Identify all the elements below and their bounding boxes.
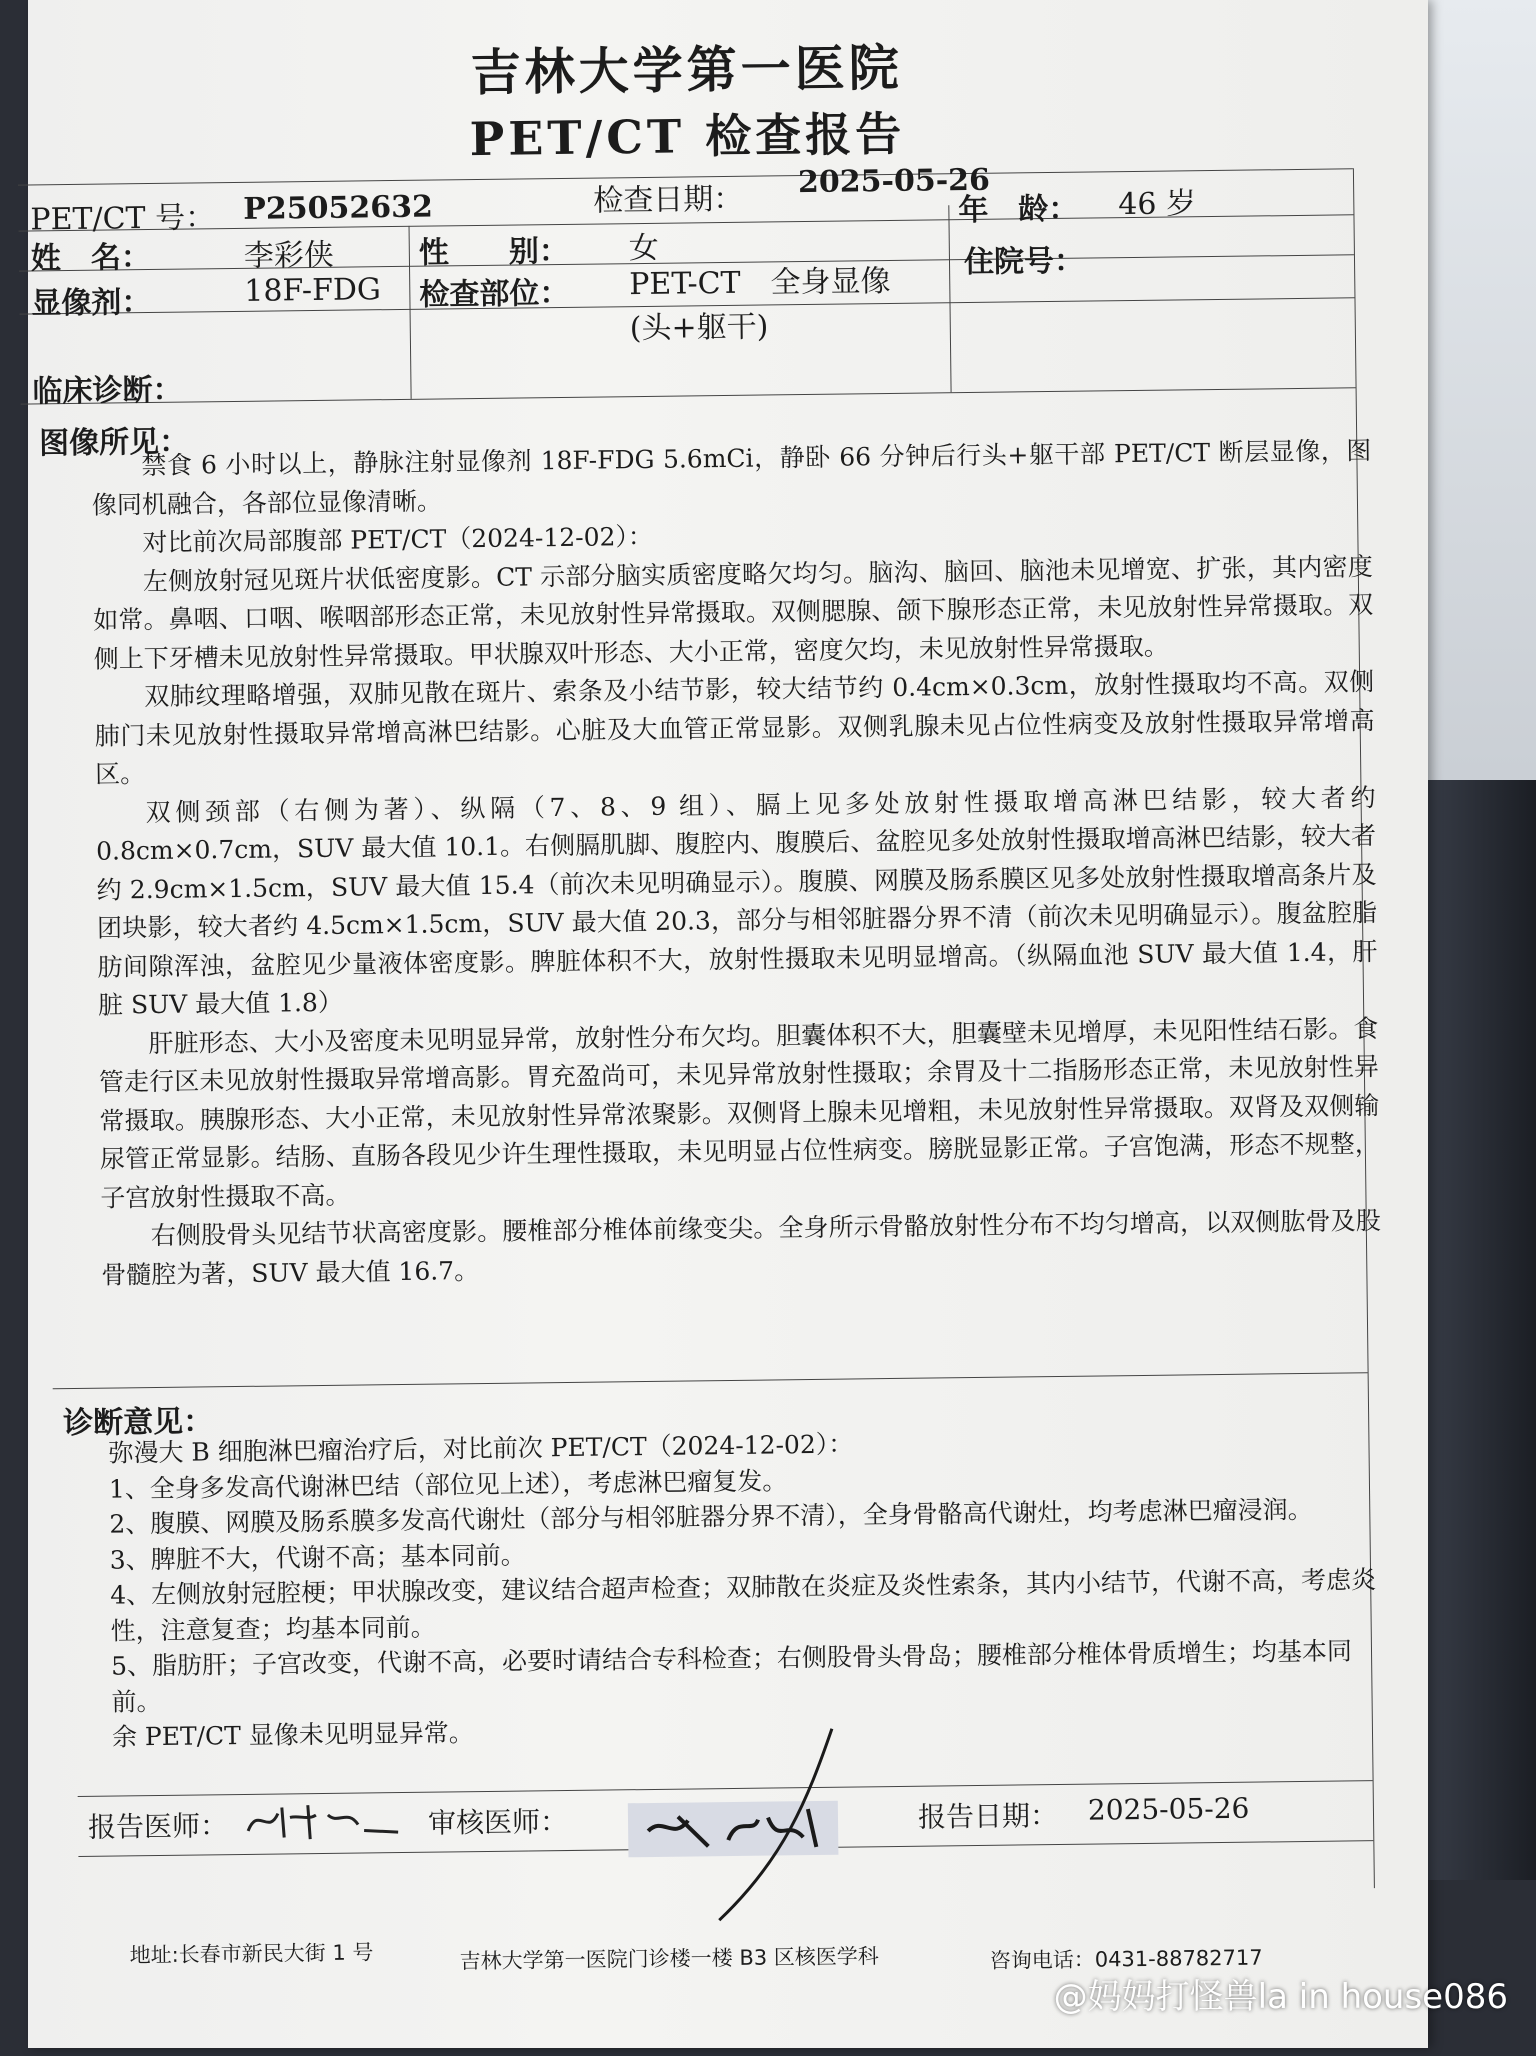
section-divider: [53, 1372, 1368, 1389]
diagnosis-line: 4、左侧放射冠腔梗；甲状腺改变，建议结合超声检查；双肺散在炎症及炎性索条，其内小结节，代谢不高，考虑炎性，注意复查；均基本同前。: [110, 1565, 1377, 1646]
findings-label: 图像所见：: [38, 424, 190, 462]
footer-department: 吉林大学第一医院门诊楼一楼 B3 区核医学科: [459, 1944, 879, 1974]
grid-line: [409, 226, 412, 399]
diagnosis-line: 1、全身多发高代谢淋巴结（部位见上述），考虑淋巴瘤复发。: [108, 1465, 788, 1504]
reporter-label: 报告医师：: [87, 1809, 229, 1844]
part-line2: (头+躯干): [629, 309, 769, 347]
diagnosis-body: [108, 1420, 1402, 1755]
findings-para: 肝脏形态、大小及密度未见明显异常，放射性分布欠均。胆囊体积不大，胆囊壁未见增厚，未见阳性结石影。食管走行区未见放射性摄取异常增高影。胃充盈尚可，未见异常放射性摄取；余胃及十二指肠形态正常，未见放射性异常摄取。胰腺形态、大小正常，未见放射性异常浓聚影。双侧肾上腺未见增粗，未见放射性异常摄取。双肾及双侧输尿管正常显影。结肠、直肠各段见少许生理性摄取，未见明显占位性病变。膀胱显影正常。子宫饱满，形态不规整，子宫放射性摄取不高。: [98, 1013, 1380, 1213]
diagnosis-line: 弥漫大 B 细胞淋巴瘤治疗后，对比前次 PET/CT（2024-12-02）：: [108, 1429, 854, 1468]
sex-label: 性 别：: [418, 233, 570, 271]
agent-label: 显像剂：: [31, 284, 152, 322]
findings-body: [91, 432, 1381, 1295]
findings-para: 右侧股骨头见结节状高密度影。腰椎部分椎体前缘变尖。全身所示骨骼放射性分布不均匀增高，以双侧肱骨及股骨髓腔为著，SUV 最大值 16.7。: [101, 1206, 1381, 1290]
findings-para: 左侧放射冠见斑片状低密度影。CT 示部分脑实质密度略欠均匀。脑沟、脑回、脑池未见增宽、扩张，其内密度如常。鼻咽、口咽、喉咽部形态正常，未见放射性异常摄取。双侧腮腺、颌下腺形态正常，未见放射性异常摄取。双侧上下牙槽未见放射性异常摄取。甲状腺双叶形态、大小正常，密度欠均，未见放射性异常摄取。: [93, 551, 1374, 674]
diagnosis-line: 余 PET/CT 显像未见明显异常。: [111, 1718, 474, 1752]
exam-date-label: 检查日期：: [593, 181, 744, 219]
agent: 18F-FDG: [244, 272, 382, 309]
grid-line: [948, 205, 951, 392]
age: 46 岁: [1118, 186, 1197, 223]
petct-no: P25052632: [243, 189, 434, 227]
part-line1: PET-CT 全身显像: [629, 263, 891, 303]
report-date: 2025-05-26: [1087, 1791, 1250, 1827]
part-label: 检查部位：: [419, 275, 570, 313]
findings-para: 禁食 6 小时以上，静脉注射显像剂 18F-FDG 5.6mCi，静卧 66 分钟后行头+躯干部 PET/CT 断层显像，图像同机融合，各部位显像清晰。: [91, 436, 1372, 520]
findings-para: 双侧颈部（右侧为著）、纵隔（7、8、9 组）、膈上见多处放射性摄取增高淋巴结影，较大者约 0.8cm×0.7cm，SUV 最大值 10.1。右侧膈肌脚、腹腔内、腹膜后、盆腔见多处放射性摄取增高淋巴结影，较大者约 2.9cm×1.5cm，SUV 最大值 15.4（前次未见明确显示）。腹膜、网膜及肠系膜区见多处放射性摄取增高条片及团块影，较大者约 4.5cm×1.5cm，SUV 最大值 20.3，部分与相邻脏器分界不清（前次未见明确显示）。腹盆腔脂肪间隙浑浊，盆腔见少量液体密度影。脾脏体积不大，放射性摄取未见明显增高。（纵隔血池 SUV 最大值 1.4，肝脏 SUV 最大值 1.8）: [95, 782, 1378, 1020]
name-label: 姓 名：: [30, 239, 152, 277]
findings-para: 双肺纹理略增强，双肺见散在斑片、索条及小结节影，较大结节约 0.4cm×0.3cm，放射性摄取均不高。双侧肺门未见放射性摄取异常增高淋巴结影。心脏及大血管正常显影。双侧乳腺未见占位性病变及放射性摄取异常增高区。: [94, 667, 1375, 789]
report-paper: [28, 0, 1428, 2048]
patient-name: 李彩侠: [243, 237, 335, 274]
petct-no-label: PET/CT 号：: [30, 200, 216, 238]
footer-address: 地址:长春市新民大街 1 号: [129, 1940, 374, 1968]
grid-line: [21, 387, 1356, 404]
age-label: 年 龄：: [958, 191, 1079, 229]
reviewer-label: 审核医师：: [427, 1805, 569, 1840]
report-title: PET/CT 检查报告: [469, 106, 906, 167]
inpatient-label: 住院号：: [963, 243, 1085, 281]
clinical-label: 临床诊断：: [32, 372, 183, 410]
hospital-name: 吉林大学第一医院: [470, 37, 903, 103]
watermark: @妈妈打怪兽la in house086: [1053, 1977, 1508, 2017]
findings-para: 对比前次局部腹部 PET/CT（2024-12-02）：: [142, 521, 654, 558]
diagnosis-line: 5、脂肪肝；子宫改变，代谢不高，必要时请结合专科检查；右侧股骨头骨岛；腰椎部分椎体骨质增生；均基本同前。: [110, 1636, 1353, 1717]
footer-phone: 咨询电话：0431-88782717: [989, 1945, 1263, 1973]
diagnosis-line: 3、脾脏不大，代谢不高；基本同前。: [109, 1540, 526, 1575]
reporter-signature: [238, 1794, 409, 1848]
diagnosis-line: 2、腹膜、网膜及肠系膜多发高代谢灶（部分与相邻脏器分界不清），全身骨骼高代谢灶，均考虑淋巴瘤浸润。: [109, 1494, 1313, 1539]
exam-date: 2025-05-26: [797, 162, 991, 201]
diagnosis-label: 诊断意见：: [62, 1404, 214, 1442]
report-date-label: 报告日期：: [917, 1799, 1059, 1834]
sex: 女: [628, 230, 660, 267]
reviewer-signature: [607, 1718, 870, 1931]
